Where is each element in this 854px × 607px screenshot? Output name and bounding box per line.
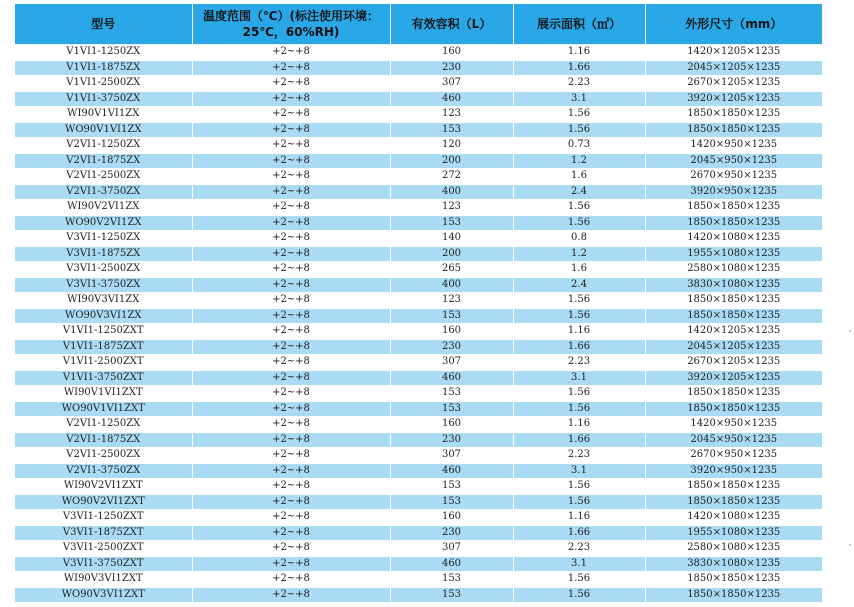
cell-model: V3VI1-3750ZXT: [15, 556, 192, 572]
cell-dimensions: 2045×1205×1235: [645, 60, 822, 76]
cell-area: 1.16: [513, 45, 645, 61]
table-row: [15, 231, 822, 247]
cell-volume: 230: [390, 525, 513, 541]
cell-area: 2.4: [513, 184, 645, 200]
table-row: [15, 386, 822, 402]
cell-area: 1.56: [513, 122, 645, 138]
cell-temperature: +2~+8: [192, 60, 390, 76]
cell-model: WO90V2VI1ZX: [15, 215, 192, 231]
cell-dimensions: 1850×1850×1235: [645, 293, 822, 309]
table-row: [15, 324, 822, 340]
table-row: [15, 417, 822, 433]
table-row: [15, 556, 822, 572]
table-row: [15, 401, 822, 417]
cell-model: WO90V3VI1ZX: [15, 308, 192, 324]
cell-dimensions: 2670×1205×1235: [645, 355, 822, 371]
cell-volume: 230: [390, 339, 513, 355]
cell-volume: 160: [390, 45, 513, 61]
cell-dimensions: 1850×1850×1235: [645, 587, 822, 603]
cell-temperature: +2~+8: [192, 463, 390, 479]
cell-model: V1VI1-1875ZXT: [15, 339, 192, 355]
cell-volume: 400: [390, 184, 513, 200]
cell-area: 1.56: [513, 572, 645, 588]
cell-temperature: +2~+8: [192, 262, 390, 278]
cell-model: V3VI1-1875ZXT: [15, 525, 192, 541]
cell-volume: 153: [390, 587, 513, 603]
table-row: [15, 262, 822, 278]
cell-dimensions: 1955×1080×1235: [645, 246, 822, 262]
cell-model: WI90V2VI1ZXT: [15, 479, 192, 495]
cell-area: 1.56: [513, 293, 645, 309]
cell-model: V2VI1-1250ZX: [15, 417, 192, 433]
table-row: [15, 339, 822, 355]
cell-temperature: +2~+8: [192, 277, 390, 293]
cell-volume: 160: [390, 417, 513, 433]
cell-model: V2VI1-1875ZX: [15, 153, 192, 169]
cell-model: WI90V3VI1ZX: [15, 293, 192, 309]
cell-volume: 460: [390, 370, 513, 386]
cell-area: 1.66: [513, 525, 645, 541]
table-row: [15, 510, 822, 526]
cell-dimensions: 1850×1850×1235: [645, 308, 822, 324]
cell-dimensions: 3830×1080×1235: [645, 556, 822, 572]
cell-area: 1.6: [513, 169, 645, 185]
cell-model: V2VI1-1875ZX: [15, 432, 192, 448]
cell-area: 1.16: [513, 324, 645, 340]
cell-model: V2VI1-2500ZX: [15, 169, 192, 185]
table-row: [15, 200, 822, 216]
cell-temperature: +2~+8: [192, 417, 390, 433]
cell-volume: 153: [390, 308, 513, 324]
cell-volume: 153: [390, 401, 513, 417]
table-row: [15, 45, 822, 61]
cell-volume: 200: [390, 153, 513, 169]
cell-temperature: +2~+8: [192, 525, 390, 541]
cell-temperature: +2~+8: [192, 401, 390, 417]
table-row: [15, 355, 822, 371]
edge-dot: [849, 544, 851, 546]
cell-area: 3.1: [513, 370, 645, 386]
cell-volume: 153: [390, 494, 513, 510]
cell-dimensions: 2045×1205×1235: [645, 339, 822, 355]
edge-dot: [849, 330, 851, 332]
cell-temperature: +2~+8: [192, 153, 390, 169]
cell-model: V1VI1-1250ZXT: [15, 324, 192, 340]
table-row: [15, 448, 822, 464]
cell-volume: 230: [390, 60, 513, 76]
cell-volume: 153: [390, 479, 513, 495]
cell-area: 3.1: [513, 556, 645, 572]
cell-model: V3VI1-1875ZX: [15, 246, 192, 262]
cell-dimensions: 2670×1205×1235: [645, 76, 822, 92]
cell-dimensions: 2045×950×1235: [645, 432, 822, 448]
cell-area: 3.1: [513, 463, 645, 479]
cell-temperature: +2~+8: [192, 246, 390, 262]
cell-dimensions: 1850×1850×1235: [645, 200, 822, 216]
cell-temperature: +2~+8: [192, 556, 390, 572]
header-row: [15, 4, 822, 45]
table-row: [15, 432, 822, 448]
cell-temperature: +2~+8: [192, 510, 390, 526]
cell-dimensions: 1850×1850×1235: [645, 479, 822, 495]
cell-dimensions: 1850×1850×1235: [645, 386, 822, 402]
cell-area: 2.23: [513, 76, 645, 92]
table-row: [15, 122, 822, 138]
cell-area: 1.66: [513, 432, 645, 448]
cell-area: 1.66: [513, 339, 645, 355]
cell-volume: 400: [390, 277, 513, 293]
cell-dimensions: 2670×950×1235: [645, 169, 822, 185]
header-temperature-range: 温度范围（℃）(标注使用环境：25℃，60%RH): [192, 4, 390, 45]
table-row: [15, 494, 822, 510]
cell-volume: 153: [390, 572, 513, 588]
cell-volume: 153: [390, 122, 513, 138]
cell-area: 1.2: [513, 246, 645, 262]
cell-area: 2.23: [513, 355, 645, 371]
cell-model: V1VI1-2500ZX: [15, 76, 192, 92]
cell-volume: 200: [390, 246, 513, 262]
cell-area: 1.56: [513, 107, 645, 123]
cell-model: V3VI1-1250ZXT: [15, 510, 192, 526]
cell-area: 1.56: [513, 494, 645, 510]
cell-temperature: +2~+8: [192, 200, 390, 216]
cell-model: V1VI1-1875ZX: [15, 60, 192, 76]
cell-dimensions: 2580×1080×1235: [645, 541, 822, 557]
cell-dimensions: 1850×1850×1235: [645, 494, 822, 510]
cell-volume: 160: [390, 510, 513, 526]
cell-dimensions: 1850×1850×1235: [645, 572, 822, 588]
cell-volume: 307: [390, 355, 513, 371]
cell-model: V3VI1-2500ZX: [15, 262, 192, 278]
cell-model: WO90V3VI1ZXT: [15, 587, 192, 603]
cell-model: V1VI1-3750ZXT: [15, 370, 192, 386]
cell-volume: 460: [390, 91, 513, 107]
cell-temperature: +2~+8: [192, 386, 390, 402]
table-row: [15, 463, 822, 479]
table-row: [15, 572, 822, 588]
cell-dimensions: 1420×1205×1235: [645, 45, 822, 61]
cell-temperature: +2~+8: [192, 107, 390, 123]
cell-model: V2VI1-3750ZX: [15, 463, 192, 479]
cell-area: 2.4: [513, 277, 645, 293]
cell-model: V1VI1-1250ZX: [15, 45, 192, 61]
cell-temperature: +2~+8: [192, 169, 390, 185]
table-row: [15, 293, 822, 309]
cell-volume: 265: [390, 262, 513, 278]
cell-volume: 123: [390, 107, 513, 123]
table-row: [15, 184, 822, 200]
cell-temperature: +2~+8: [192, 138, 390, 154]
cell-area: 1.56: [513, 386, 645, 402]
cell-dimensions: 3830×1080×1235: [645, 277, 822, 293]
cell-area: 3.1: [513, 91, 645, 107]
cell-model: V2VI1-1250ZX: [15, 138, 192, 154]
cell-volume: 153: [390, 386, 513, 402]
cell-model: WI90V1VI1ZXT: [15, 386, 192, 402]
cell-dimensions: 1955×1080×1235: [645, 525, 822, 541]
table-header: [15, 4, 822, 45]
cell-area: 1.6: [513, 262, 645, 278]
cell-temperature: +2~+8: [192, 432, 390, 448]
cell-model: WI90V3VI1ZXT: [15, 572, 192, 588]
cell-temperature: +2~+8: [192, 91, 390, 107]
cell-dimensions: 1420×1205×1235: [645, 324, 822, 340]
cell-area: 1.16: [513, 510, 645, 526]
cell-temperature: +2~+8: [192, 231, 390, 247]
cell-dimensions: 3920×1205×1235: [645, 370, 822, 386]
cell-dimensions: 2670×950×1235: [645, 448, 822, 464]
cell-volume: 140: [390, 231, 513, 247]
cell-model: WI90V1VI1ZX: [15, 107, 192, 123]
cell-model: WO90V1VI1ZX: [15, 122, 192, 138]
cell-temperature: +2~+8: [192, 572, 390, 588]
cell-volume: 160: [390, 324, 513, 340]
cell-dimensions: 3920×1205×1235: [645, 91, 822, 107]
cell-area: 1.16: [513, 417, 645, 433]
cell-model: WO90V2VI1ZXT: [15, 494, 192, 510]
header-dimensions: 外形尺寸（mm）: [645, 4, 822, 45]
cell-volume: 460: [390, 463, 513, 479]
cell-temperature: +2~+8: [192, 324, 390, 340]
table-row: [15, 169, 822, 185]
cell-area: 2.23: [513, 541, 645, 557]
cell-temperature: +2~+8: [192, 339, 390, 355]
table-row: [15, 587, 822, 603]
cell-area: 1.56: [513, 215, 645, 231]
cell-volume: 272: [390, 169, 513, 185]
cell-model: WO90V1VI1ZXT: [15, 401, 192, 417]
cell-dimensions: 3920×950×1235: [645, 184, 822, 200]
cell-area: 2.23: [513, 448, 645, 464]
cell-temperature: +2~+8: [192, 541, 390, 557]
cell-volume: 307: [390, 448, 513, 464]
cell-volume: 230: [390, 432, 513, 448]
cell-temperature: +2~+8: [192, 122, 390, 138]
table-row: [15, 138, 822, 154]
cell-volume: 123: [390, 293, 513, 309]
cell-temperature: +2~+8: [192, 355, 390, 371]
cell-area: 1.56: [513, 308, 645, 324]
cell-volume: 120: [390, 138, 513, 154]
cell-model: WI90V2VI1ZX: [15, 200, 192, 216]
cell-area: 0.73: [513, 138, 645, 154]
cell-dimensions: 1420×950×1235: [645, 417, 822, 433]
cell-area: 0.8: [513, 231, 645, 247]
table-row: [15, 60, 822, 76]
cell-model: V3VI1-3750ZX: [15, 277, 192, 293]
cell-dimensions: 1420×950×1235: [645, 138, 822, 154]
cell-model: V2VI1-2500ZX: [15, 448, 192, 464]
table-row: [15, 107, 822, 123]
cell-model: V2VI1-3750ZX: [15, 184, 192, 200]
cell-model: V3VI1-2500ZXT: [15, 541, 192, 557]
cell-model: V1VI1-2500ZXT: [15, 355, 192, 371]
cell-dimensions: 1850×1850×1235: [645, 215, 822, 231]
table-row: [15, 76, 822, 92]
table-body: [15, 45, 822, 603]
header-effective-volume: 有效容积（L）: [390, 4, 513, 45]
header-display-area: 展示面积（㎡）: [513, 4, 645, 45]
cell-area: 1.2: [513, 153, 645, 169]
cell-area: 1.56: [513, 587, 645, 603]
table-row: [15, 370, 822, 386]
table-row: [15, 91, 822, 107]
cell-temperature: +2~+8: [192, 370, 390, 386]
cell-dimensions: 2580×1080×1235: [645, 262, 822, 278]
table-row: [15, 541, 822, 557]
cell-dimensions: 3920×950×1235: [645, 463, 822, 479]
cell-volume: 460: [390, 556, 513, 572]
cell-volume: 307: [390, 76, 513, 92]
cell-dimensions: 1850×1850×1235: [645, 401, 822, 417]
cell-temperature: +2~+8: [192, 308, 390, 324]
cell-volume: 123: [390, 200, 513, 216]
cell-area: 1.56: [513, 200, 645, 216]
cell-temperature: +2~+8: [192, 45, 390, 61]
cell-temperature: +2~+8: [192, 215, 390, 231]
cell-dimensions: 2045×950×1235: [645, 153, 822, 169]
cell-area: 1.66: [513, 60, 645, 76]
spec-table: [15, 4, 822, 603]
cell-model: V1VI1-3750ZX: [15, 91, 192, 107]
cell-area: 1.56: [513, 479, 645, 495]
cell-dimensions: 1850×1850×1235: [645, 122, 822, 138]
cell-dimensions: 1420×1080×1235: [645, 510, 822, 526]
cell-temperature: +2~+8: [192, 448, 390, 464]
cell-temperature: +2~+8: [192, 293, 390, 309]
cell-area: 1.56: [513, 401, 645, 417]
cell-model: V3VI1-1250ZX: [15, 231, 192, 247]
table-row: [15, 153, 822, 169]
table-row: [15, 246, 822, 262]
cell-temperature: +2~+8: [192, 587, 390, 603]
table-row: [15, 525, 822, 541]
table-row: [15, 277, 822, 293]
cell-temperature: +2~+8: [192, 184, 390, 200]
cell-temperature: +2~+8: [192, 76, 390, 92]
cell-temperature: +2~+8: [192, 494, 390, 510]
table-row: [15, 215, 822, 231]
cell-dimensions: 1850×1850×1235: [645, 107, 822, 123]
cell-temperature: +2~+8: [192, 479, 390, 495]
cell-volume: 153: [390, 215, 513, 231]
table-row: [15, 308, 822, 324]
cell-volume: 307: [390, 541, 513, 557]
header-model: 型号: [15, 4, 192, 45]
table-row: [15, 479, 822, 495]
cell-dimensions: 1420×1080×1235: [645, 231, 822, 247]
